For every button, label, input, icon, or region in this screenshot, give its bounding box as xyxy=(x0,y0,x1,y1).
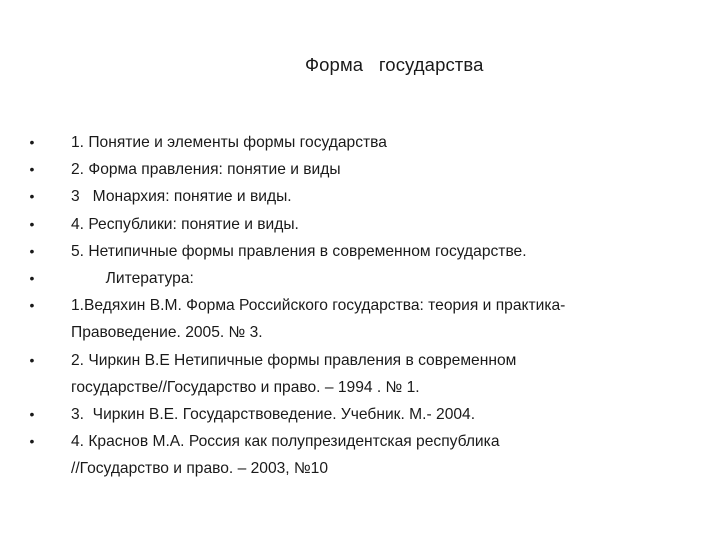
list-item-text: Литература: xyxy=(71,270,194,288)
list-item-text: 4. Республики: понятие и виды. xyxy=(71,215,299,233)
slide-title: Форма государства xyxy=(305,54,484,75)
bullet-icon: • xyxy=(29,270,35,287)
list-item xyxy=(25,265,695,292)
list-item-text: 2. Форма правления: понятие и виды xyxy=(71,161,341,179)
list-item xyxy=(25,428,695,482)
bullet-icon: • xyxy=(29,161,35,178)
list-item-text: 3 Монархия: понятие и виды. xyxy=(71,188,292,206)
list-item xyxy=(25,238,695,265)
list-item xyxy=(25,401,695,428)
list-item xyxy=(25,347,695,401)
bullet-icon: • xyxy=(29,188,35,205)
bullet-icon: • xyxy=(29,297,35,314)
list-item xyxy=(25,156,695,183)
list-item-text: 5. Нетипичные формы правления в современном государстве. xyxy=(71,242,527,260)
bullet-icon: • xyxy=(29,215,35,232)
list-item xyxy=(25,129,695,156)
list-item-text: 4. Краснов М.А. Россия как полупрезидентская республика //Государство и право. – 2003, №10 xyxy=(71,433,500,478)
list-item-text: 2. Чиркин В.Е Нетипичные формы правления в современном государстве//Государство и право. – 1994 . № 1. xyxy=(71,351,517,396)
list-item-text: 3. Чиркин В.Е. Государствоведение. Учебник. М.- 2004. xyxy=(71,406,476,424)
list-item xyxy=(25,292,695,346)
bullet-list xyxy=(25,129,695,483)
list-item xyxy=(25,183,695,210)
list-item xyxy=(25,211,695,238)
list-item-text: 1. Понятие и элементы формы государства xyxy=(71,134,387,151)
bullet-icon: • xyxy=(29,433,35,450)
list-item-text: 1.Ведяхин В.М. Форма Российского государства: теория и практика- Правоведение. 2005. № 3. xyxy=(71,297,566,342)
bullet-icon: • xyxy=(29,351,35,368)
bullet-icon: • xyxy=(29,134,35,150)
bullet-icon: • xyxy=(29,406,35,423)
bullet-icon: • xyxy=(29,242,35,259)
